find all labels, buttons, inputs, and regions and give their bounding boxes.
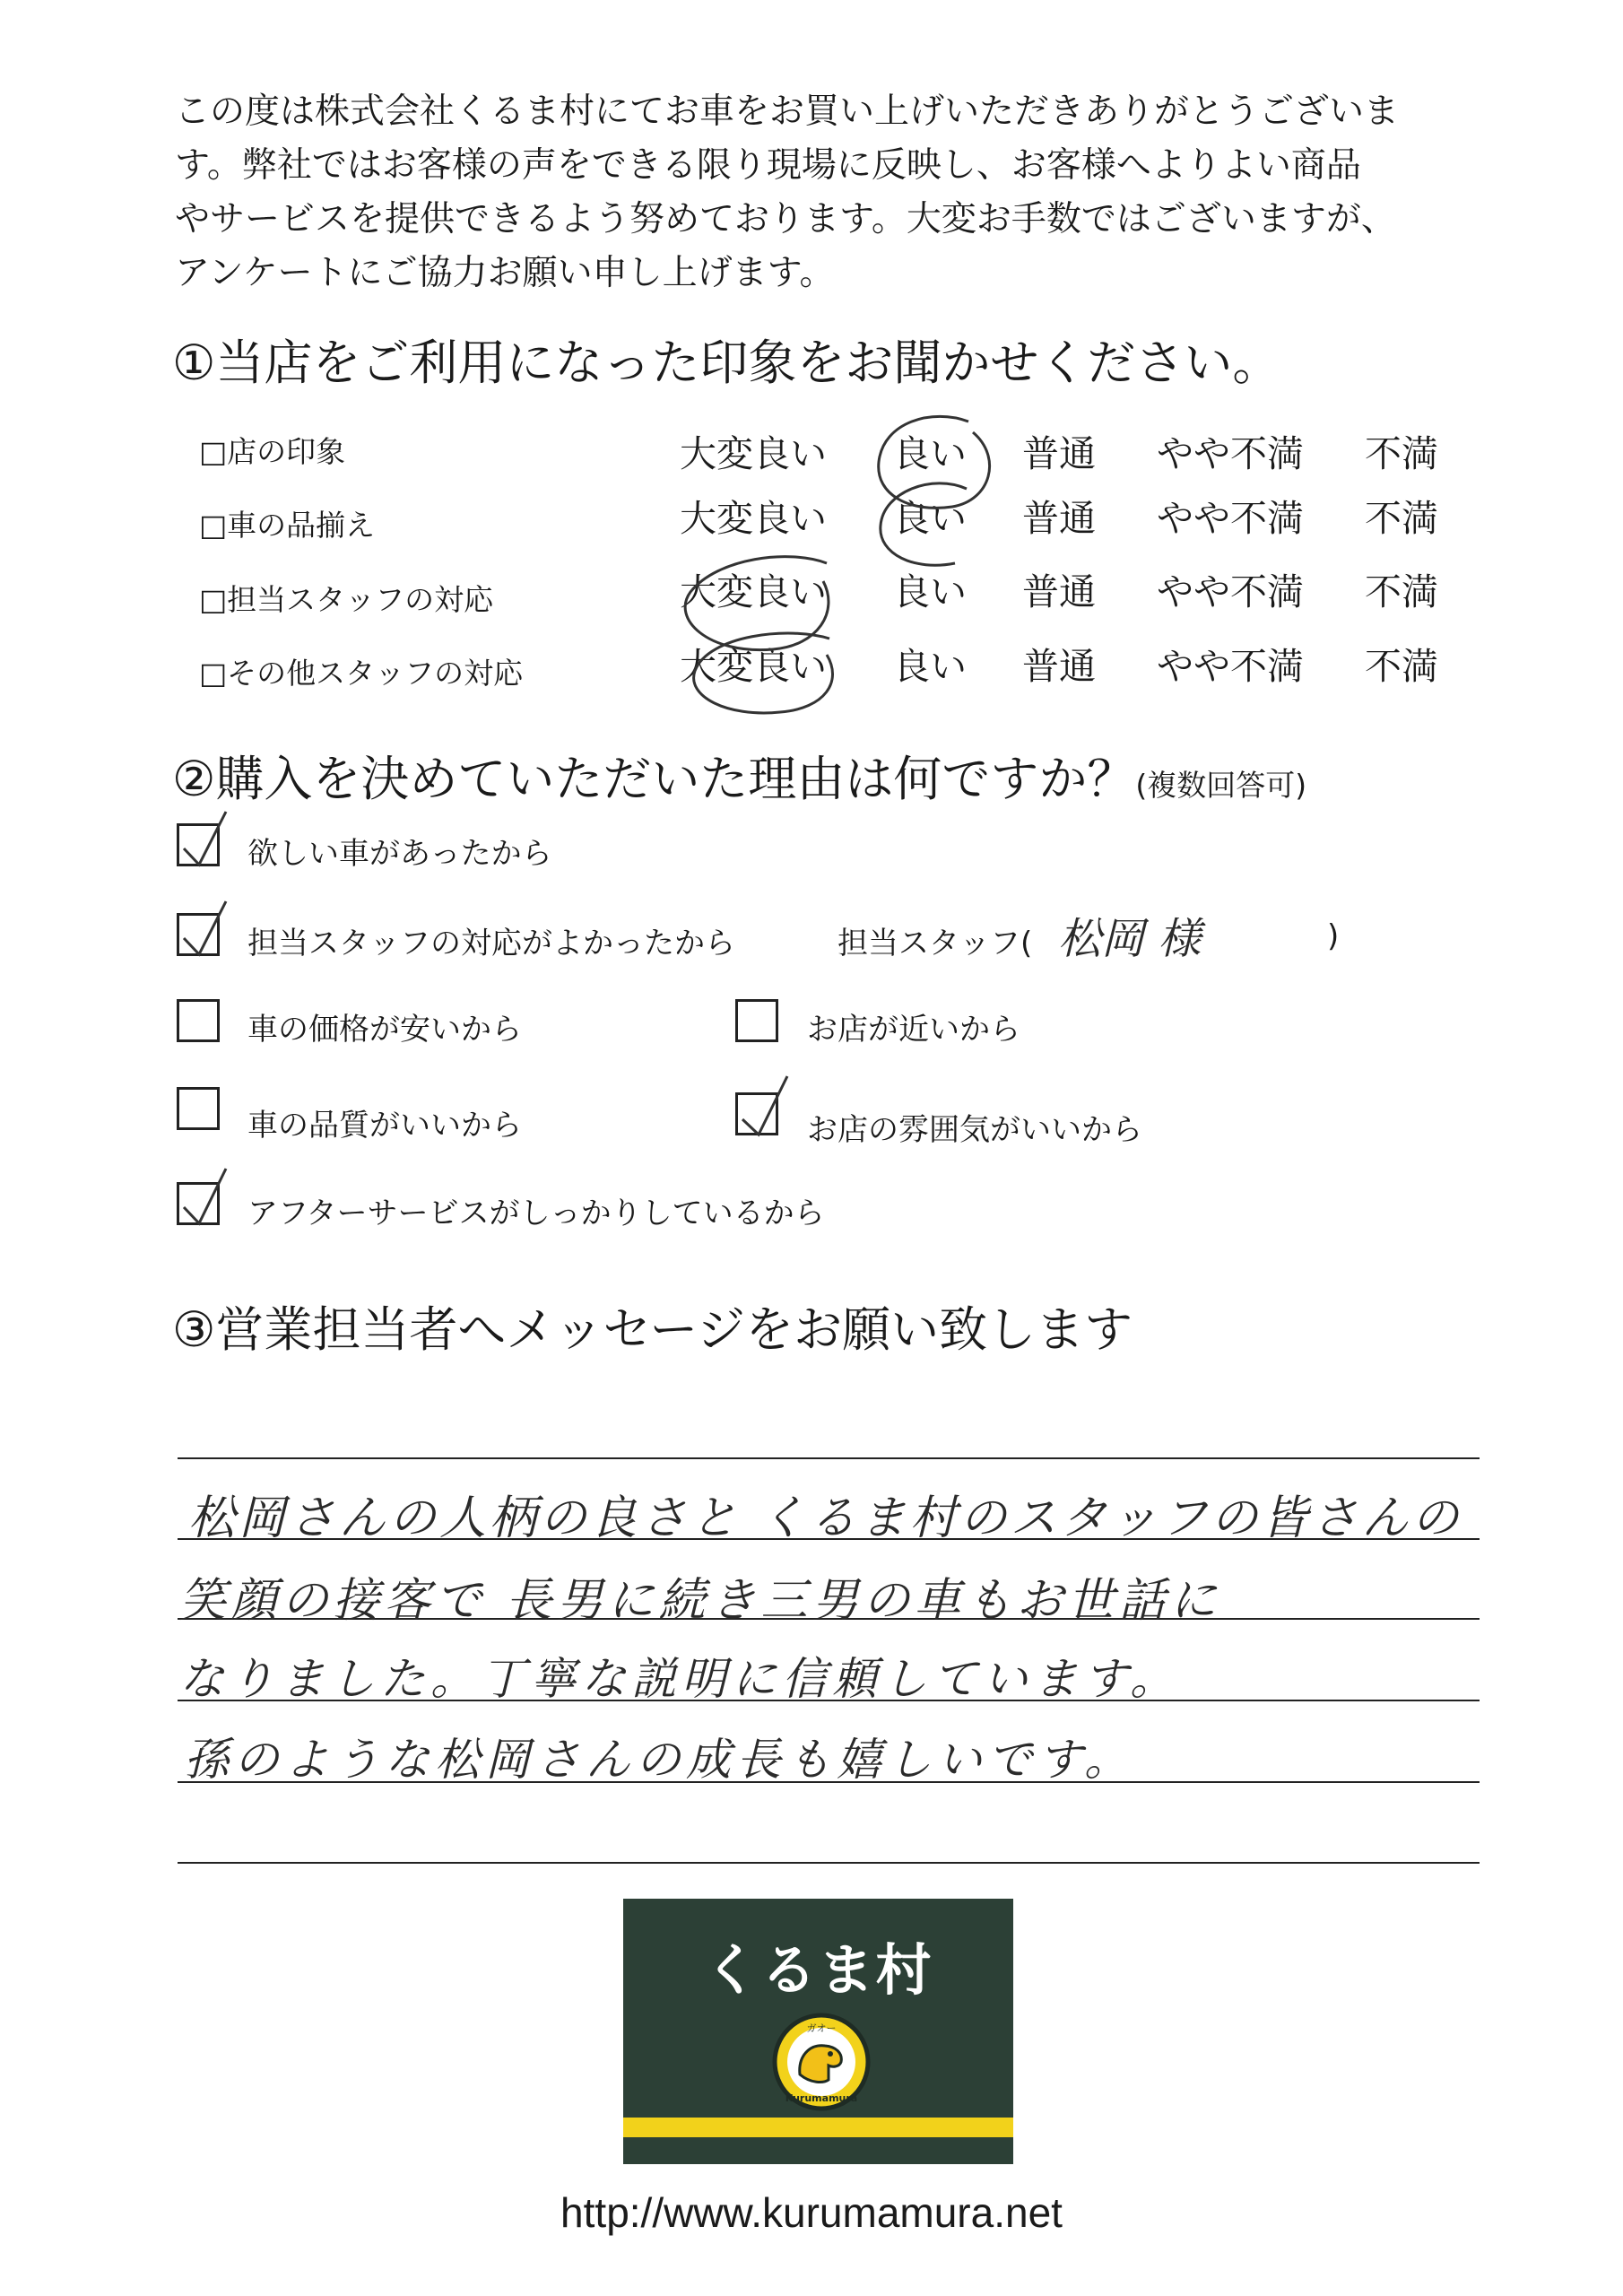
option-good[interactable]: 良い: [893, 497, 967, 540]
option-unsatisfied[interactable]: 不満: [1365, 570, 1438, 613]
intro-paragraph: [175, 85, 1466, 300]
reason-label: アフターサービスがしっかりしているから: [247, 1196, 825, 1231]
reason-checkbox[interactable]: [177, 999, 220, 1042]
impression-row-label: □担当スタッフの対応: [199, 582, 494, 617]
reason-checkbox[interactable]: [177, 823, 220, 866]
mascot-ring-text: Kurumamura: [785, 2092, 858, 2104]
message-rule: [178, 1457, 1480, 1459]
option-somewhat-unsatisfied[interactable]: やや不満: [1157, 497, 1304, 540]
section2-title: [172, 741, 1306, 810]
option-good[interactable]: 良い: [893, 432, 967, 475]
message-line[interactable]: 笑顔の接客で 長男に続き三男の車もお世話に: [179, 1574, 1221, 1628]
staff-close-paren: ): [1327, 918, 1340, 954]
logo-text: くるま村: [703, 1937, 933, 2003]
option-very-good[interactable]: 大変良い: [680, 645, 827, 688]
option-somewhat-unsatisfied[interactable]: やや不満: [1157, 570, 1304, 613]
reason-checkbox[interactable]: [177, 1087, 220, 1130]
option-unsatisfied[interactable]: 不満: [1365, 432, 1438, 475]
dinosaur-mascot-icon: [771, 2012, 872, 2112]
intro-line: この度は株式会社くるま村にてお車をお買い上げいただきありがとうございま: [175, 91, 1400, 132]
intro-line: アンケートにご協力お願い申し上げます。: [175, 253, 835, 293]
intro-line: やサービスを提供できるよう努めております。大変お手数ではございますが、: [175, 199, 1396, 239]
option-somewhat-unsatisfied[interactable]: やや不満: [1157, 645, 1304, 688]
impression-row-label: □車の品揃え: [199, 508, 376, 543]
option-good[interactable]: 良い: [893, 570, 967, 613]
mascot-caption: ガオー: [806, 2022, 837, 2034]
staff-label: 担当スタッフ(: [838, 926, 1033, 961]
staff-name-handwritten[interactable]: 松岡 様: [1058, 914, 1202, 964]
reason-label: 担当スタッフの対応がよかったから: [247, 926, 735, 961]
reason-label: 車の品質がいいから: [247, 1108, 522, 1144]
section3-title: ③営業担当者へメッセージをお願い致します: [172, 1301, 1133, 1358]
section2-title-text: ②購入を決めていただいた理由は何ですか？: [172, 751, 1136, 807]
message-rule: [178, 1862, 1480, 1864]
reason-checkbox[interactable]: [177, 1182, 220, 1225]
intro-line: す。弊社ではお客様の声をできる限り現場に反映し、お客様へよりよい商品: [175, 145, 1361, 186]
reason-label: お店の雰囲気がいいから: [807, 1112, 1142, 1148]
option-very-good[interactable]: 大変良い: [680, 432, 827, 475]
option-very-good[interactable]: 大変良い: [680, 497, 827, 540]
option-good[interactable]: 良い: [893, 645, 967, 688]
impression-row-label: □その他スタッフの対応: [199, 656, 524, 691]
section2-note: (複数回答可): [1135, 768, 1307, 803]
option-unsatisfied[interactable]: 不満: [1365, 645, 1438, 688]
reason-label: 車の価格が安いから: [247, 1012, 522, 1048]
website-url[interactable]: http://www.kurumamura.net: [560, 2189, 1063, 2236]
option-unsatisfied[interactable]: 不満: [1365, 497, 1438, 540]
message-line[interactable]: 孫のような松岡さんの成長も嬉しいです。: [184, 1734, 1134, 1786]
reason-checkbox[interactable]: [177, 913, 220, 956]
option-normal[interactable]: 普通: [1022, 497, 1096, 540]
reason-checkbox[interactable]: [735, 999, 778, 1042]
reason-label: 欲しい車があったから: [247, 836, 552, 872]
option-normal[interactable]: 普通: [1022, 432, 1096, 475]
impression-row-label: □店の印象: [199, 434, 346, 469]
reason-checkbox[interactable]: [735, 1092, 778, 1135]
kurumamura-logo: [623, 1899, 1013, 2164]
message-line[interactable]: なりました。丁寧な説明に信頼しています。: [179, 1653, 1180, 1705]
message-line[interactable]: 松岡さんの人柄の良さと くるま村のスタッフの皆さんの: [188, 1492, 1462, 1545]
logo-yellow-stripe: [623, 2118, 1013, 2137]
reason-label: お店が近いから: [807, 1012, 1020, 1048]
option-very-good[interactable]: 大変良い: [680, 570, 827, 613]
option-somewhat-unsatisfied[interactable]: やや不満: [1157, 432, 1304, 475]
option-normal[interactable]: 普通: [1022, 570, 1096, 613]
section1-title: ①当店をご利用になった印象をお聞かせください。: [172, 335, 1281, 391]
option-normal[interactable]: 普通: [1022, 645, 1096, 688]
